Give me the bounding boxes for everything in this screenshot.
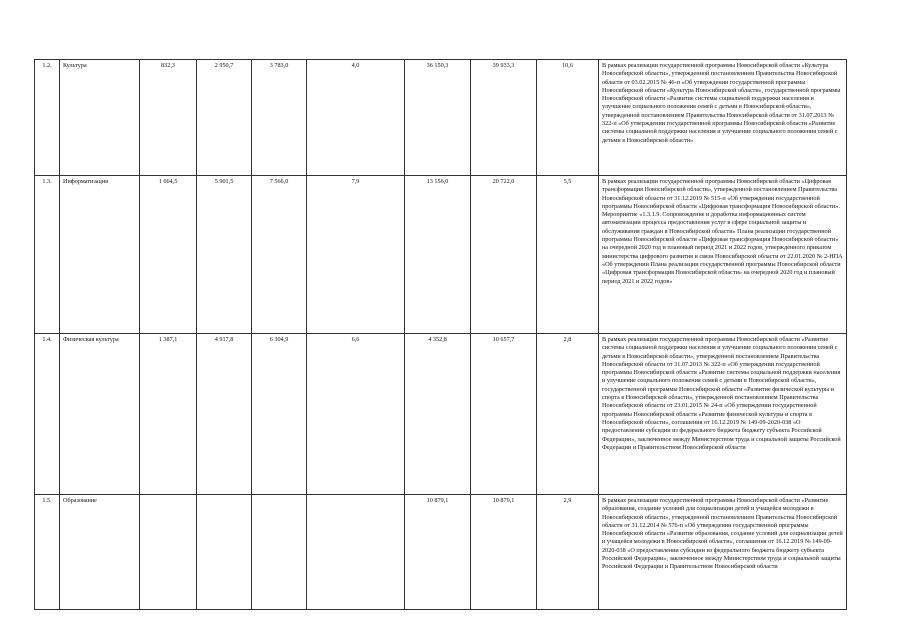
- value-cell: 36 150,3: [405, 60, 471, 176]
- value-cell: 4 917,8: [197, 334, 252, 495]
- value-cell: 10 879,1: [471, 495, 537, 610]
- value-cell: 5 901,5: [197, 176, 252, 334]
- row-note: В рамках реализации государственной программы Новосибирской области «Развитие образования, создание условий для социализации детей и учащейся молодежи в Новосибирской области», утвержденной постановлением Правительства Новосибирской области от 31.12.2014 № 576-п «Об утверждении государственной программы Новосибирской области «Развитие образования, создание условий для социализации детей и учащейся молодежи в Новосибирской области», соглашения от 16.12.2019 № 149-09-2020-038 «О предоставлении субсидии из федерального бюджета бюджету субъекта Российской Федерации», заключенное между Министерством труда и социальной защиты Российской Федерации и Правительством Новосибирской области: [599, 495, 847, 610]
- value-cell: 2,9: [537, 495, 599, 610]
- row-name: Физическая культура: [60, 334, 140, 495]
- value-cell: [140, 495, 197, 610]
- value-cell: 3 783,0: [252, 60, 307, 176]
- value-cell: 7,9: [307, 176, 405, 334]
- value-cell: [197, 495, 252, 610]
- value-cell: 2,8: [537, 334, 599, 495]
- row-number: 1.3.: [35, 176, 60, 334]
- table-row: [35, 176, 847, 334]
- value-cell: 39 933,3: [471, 60, 537, 176]
- row-note: В рамках реализации государственной программы Новосибирской области «Развитие системы социальной поддержки населения и улучшение социального положения семей с детьми в Новосибирской области», утвержденной постановлением Правительства Новосибирской области от 31.07.2013 № 322-п «Об утверждении государственной программы Новосибирской области «Развитие системы социальной поддержки населения и улучшение социального положения семей с детьми в Новосибирской области», государственной программы Новосибирской области «Развитие физической культуры и спорта в Новосибирской области», утвержденной постановлением Правительства Новосибирской области от 23.01.2015 № 24-п «Об утверждении государственной программы Новосибирской области «Развитие физической культуры и спорта в Новосибирской области», соглашения от 16.12.2019 № 149-09-2020-038 «О предоставлении субсидии из федерального бюджета бюджету субъекта Российской Федерации», заключенное между Министерством труда и социальной защиты Российской Федерации и Правительством Новосибирской области: [599, 334, 847, 495]
- value-cell: 1 664,5: [140, 176, 197, 334]
- value-cell: 2 950,7: [197, 60, 252, 176]
- row-number: 1.2.: [35, 60, 60, 176]
- value-cell: 4,0: [307, 60, 405, 176]
- value-cell: 6 304,9: [252, 334, 307, 495]
- value-cell: 10 879,1: [405, 495, 471, 610]
- value-cell: 6,6: [307, 334, 405, 495]
- value-cell: [307, 495, 405, 610]
- value-cell: 5,5: [537, 176, 599, 334]
- row-name: Культура: [60, 60, 140, 176]
- value-cell: [252, 495, 307, 610]
- row-number: 1.4.: [35, 334, 60, 495]
- value-cell: 10,6: [537, 60, 599, 176]
- value-cell: 13 156,0: [405, 176, 471, 334]
- value-cell: 20 722,0: [471, 176, 537, 334]
- row-note: В рамках реализации государственной программы Новосибирской области «Культура Новосибирской области», утвержденной постановлением Правительства Новосибирской области от 03.02.2015 № 46-п «Об утверждении государственной программы Новосибирской области «Культура Новосибирской области», государственной программы Новосибирской области «Развитие системы социальной поддержки населения и улучшение социального положения семей с детьми в Новосибирской области», утвержденной постановлением Правительства Новосибирской области от 31.07.2013 № 322-п «Об утверждении государственной программы Новосибирской области «Развитие системы социальной поддержки населения и улучшение социального положения семей с детьми в Новосибирской области»: [599, 60, 847, 176]
- value-cell: 7 566,0: [252, 176, 307, 334]
- table-row: [35, 60, 847, 176]
- value-cell: 832,3: [140, 60, 197, 176]
- value-cell: 4 352,8: [405, 334, 471, 495]
- budget-table: [34, 59, 847, 610]
- row-name: Информатизация: [60, 176, 140, 334]
- row-note: В рамках реализации государственной программы Новосибирской области «Цифровая трансформация Новосибирской области», утвержденной постановлением Правительства Новосибирской области от 31.12.2019 № 515-п «Об утверждении государственной программы Новосибирской области «Цифровая трансформация Новосибирской области». Мероприятие «1.3.1.9. Сопровождение и доработка информационных систем автоматизации процесса предоставления услуг в сфере социальной защиты и обслуживания граждан в Новосибирской области» Плана реализации государственной программы Новосибирской области «Цифровая трансформация Новосибирской области» на очередной 2020 год и плановый период 2021 и 2022 годов, утвержденного приказом министерства цифрового развития и связи Новосибирской области от 22.01.2020 № 2-НПА «Об утверждении Плана реализации государственной программы Новосибирской области «Цифровая трансформация Новосибирской области» на очередной 2020 год и плановый период 2021 и 2022 годов»: [599, 176, 847, 334]
- row-number: 1.5.: [35, 495, 60, 610]
- value-cell: 10 657,7: [471, 334, 537, 495]
- row-name: Образование: [60, 495, 140, 610]
- value-cell: 1 387,1: [140, 334, 197, 495]
- table-row: [35, 495, 847, 610]
- table-row: [35, 334, 847, 495]
